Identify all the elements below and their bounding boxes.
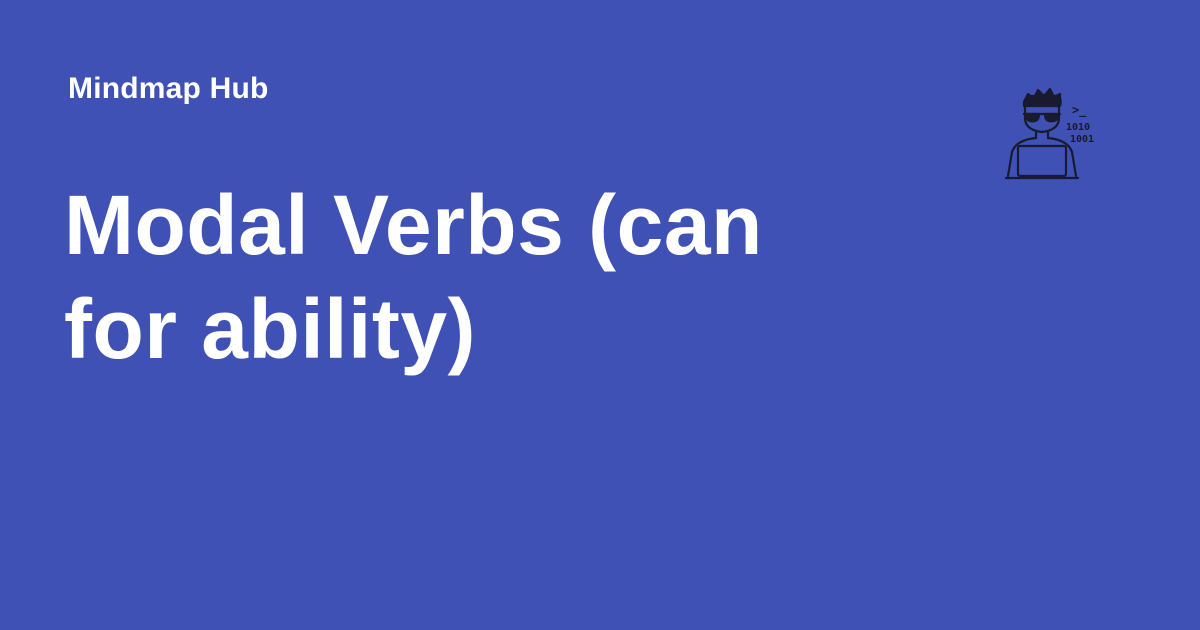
binary-code-icon	[1066, 122, 1094, 145]
binary-line-2: 1001	[1070, 134, 1095, 145]
binary-line-1: 1010	[1066, 122, 1091, 133]
brand-name: Mindmap Hub	[68, 72, 269, 105]
hacker-at-laptop-icon	[998, 84, 1102, 188]
page-title: Modal Verbs (can for ability)	[64, 178, 763, 376]
hair-icon	[1024, 89, 1061, 106]
terminal-prompt-text: >_	[1072, 103, 1087, 117]
laptop-icon	[1006, 146, 1078, 178]
terminal-prompt-icon	[1072, 103, 1087, 118]
sunglasses-icon	[1024, 114, 1060, 121]
